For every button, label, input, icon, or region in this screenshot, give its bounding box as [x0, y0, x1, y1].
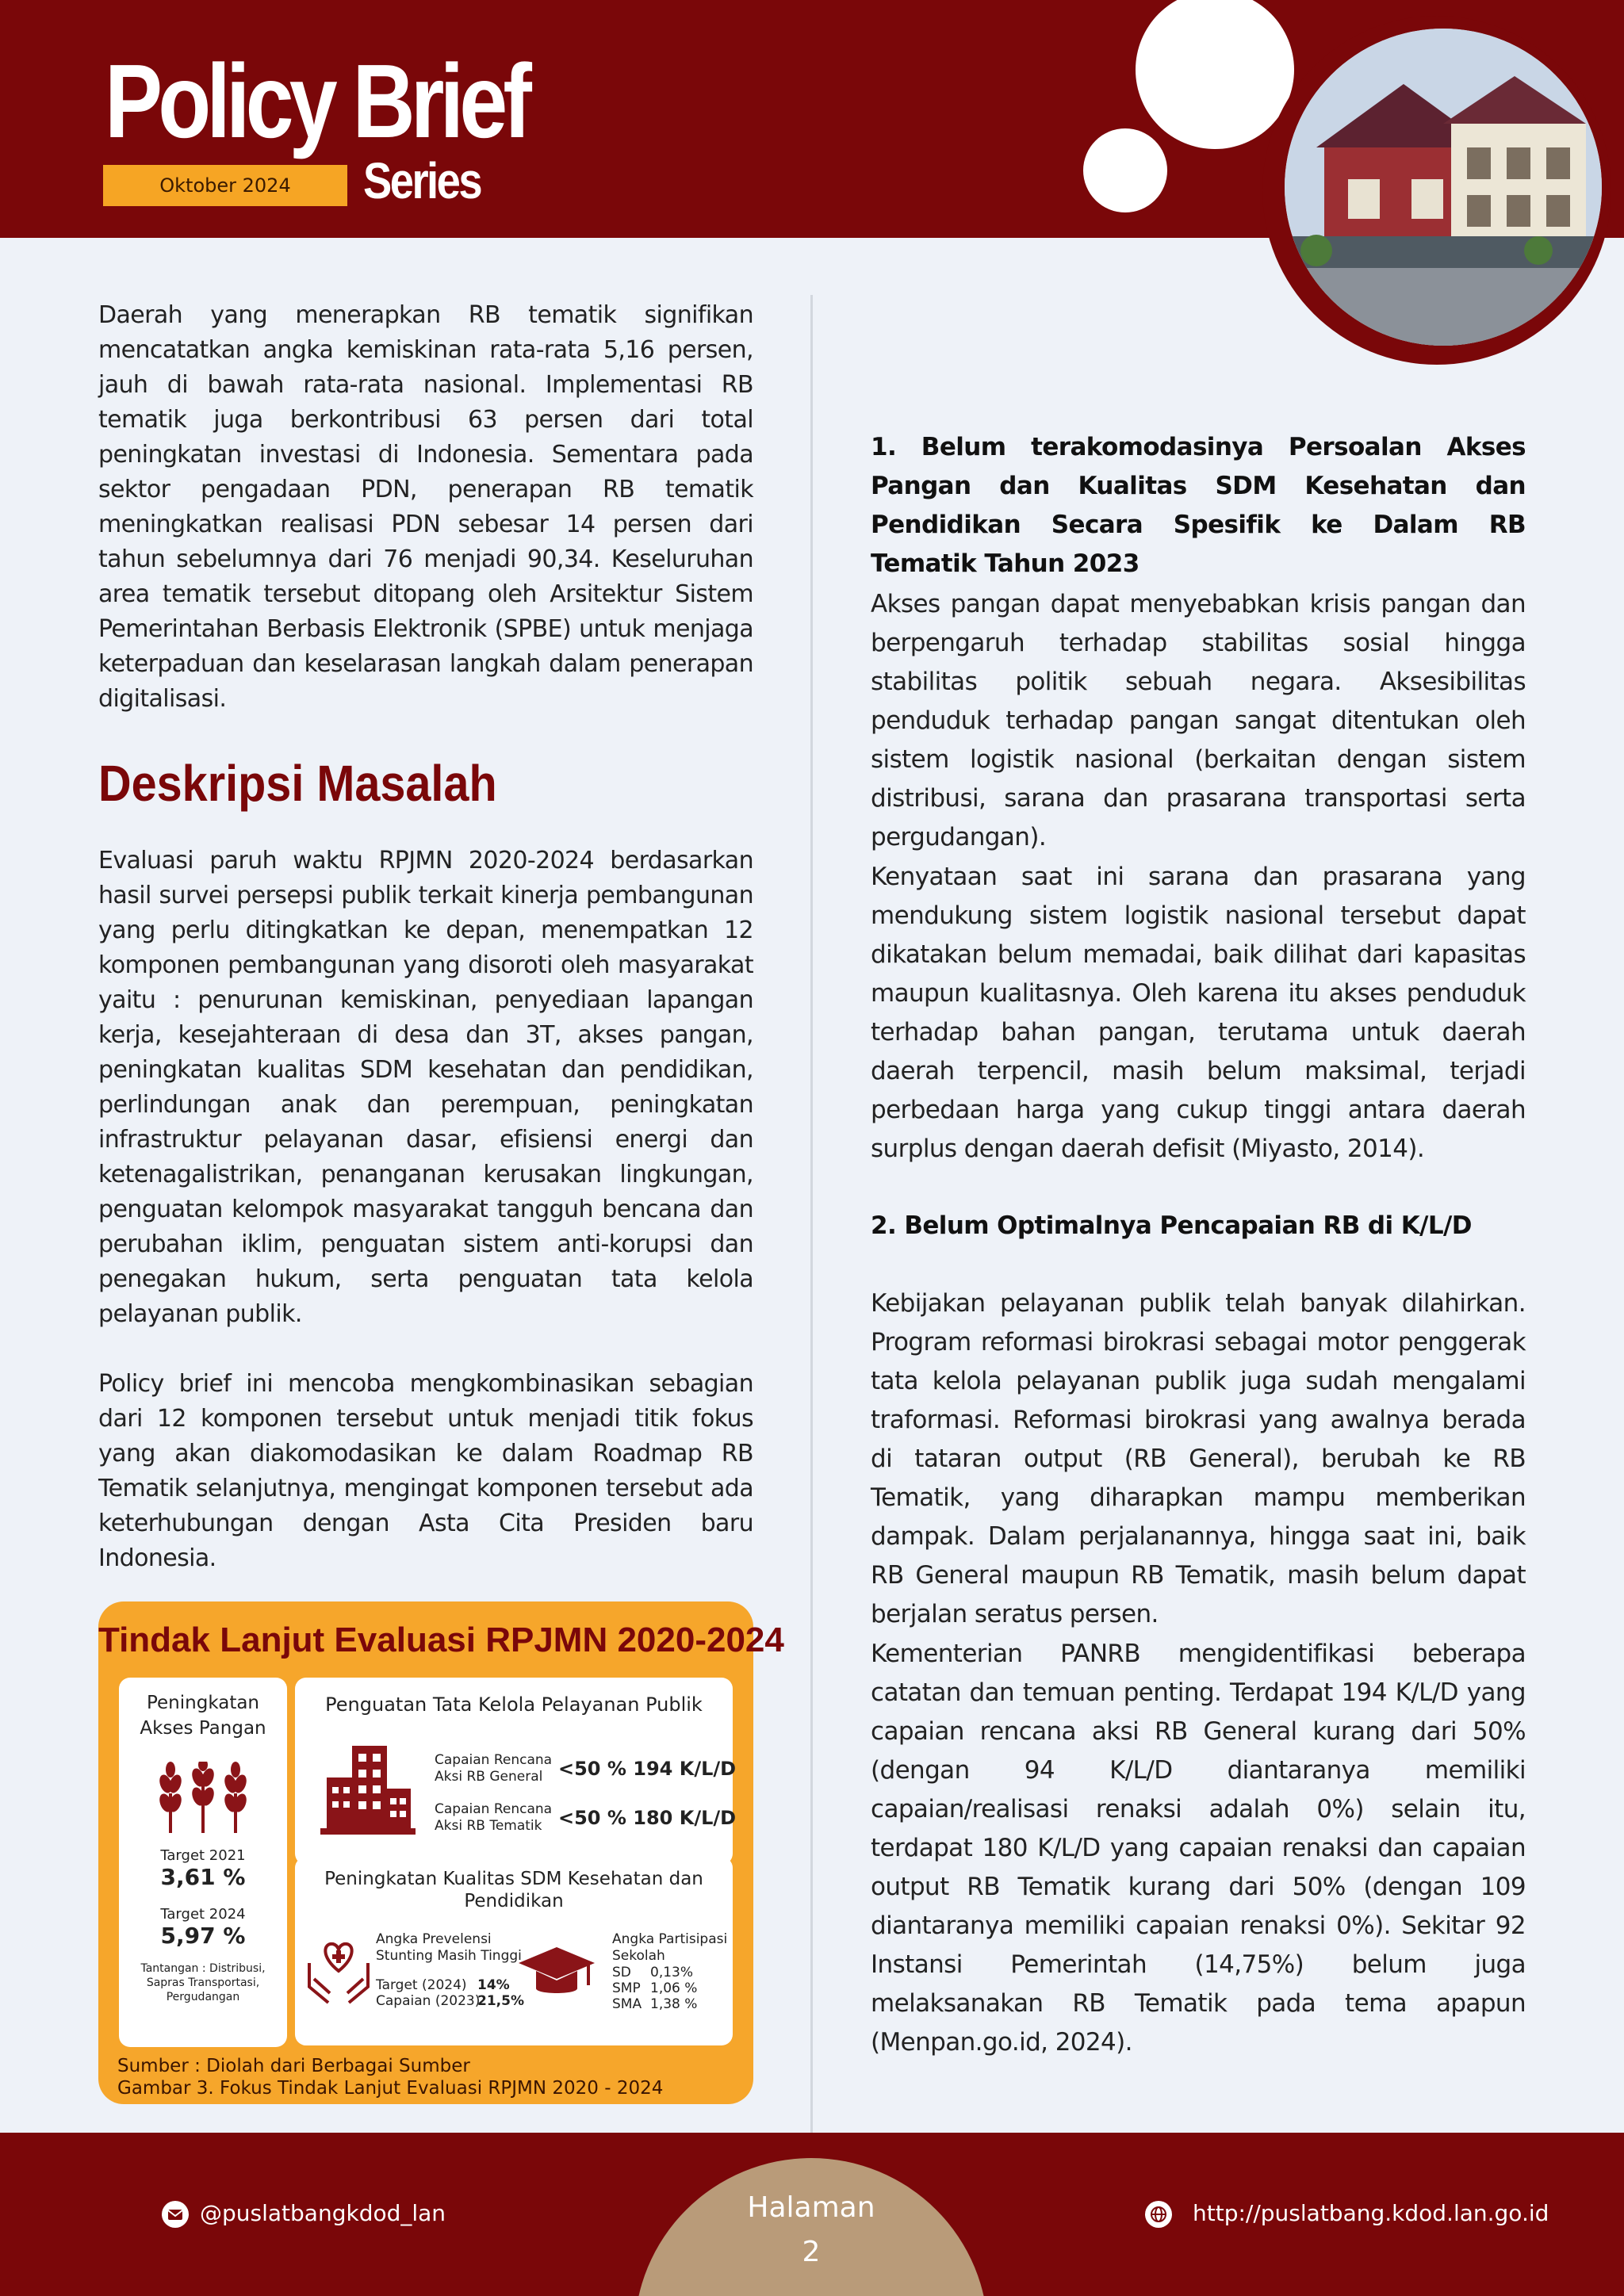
- target-2024-label: Target 2024: [160, 1906, 246, 1923]
- website-link[interactable]: http://puslatbang.kdod.lan.go.id: [1193, 2200, 1549, 2226]
- stunting-target-label: Target (2024): [376, 1977, 467, 1993]
- infographic-caption: Gambar 3. Fokus Tindak Lanjut Evaluasi RPJMN 2020 - 2024: [117, 2078, 664, 2099]
- building-icon: [320, 1746, 416, 1835]
- rb-general-label: Capaian Rencana Aksi RB General: [435, 1752, 553, 1785]
- sma-label: SMA: [612, 1996, 642, 2012]
- building-photo: [1285, 29, 1602, 346]
- section-title: Deskripsi Masalah: [98, 755, 497, 812]
- issue1-paragraph-1: Akses pangan dapat menyebabkan krisis pangan dan berpengaruh terhadap stabilitas sosial hingga stabilitas politik sebuah negara. Aksesibilitas penduduk terhadap pangan sangat ditentukan oleh sistem logistik nasional (berkaitan dengan sistem distribusi, sarana dan prasarana transportasi serta pergudangan).: [871, 590, 1526, 851]
- card-food-access: [119, 1678, 287, 2047]
- problem-paragraph-2: Policy brief ini mencoba mengkombinasikan sebagian dari 12 komponen tersebut untuk menjadi titik fokus yang akan diakomodasikan ke dalam Roadmap RB Tematik selanjutnya, mengingat komponen tersebut ada keterhubungan dengan Asta Cita Presiden baru Indonesia.: [98, 1370, 753, 1572]
- challenge-note: Tantangan : Distribusi, Sapras Transportasi, Pergudangan: [140, 1962, 266, 2003]
- issue-heading-2: 2. Belum Optimalnya Pencapaian RB di K/L/D: [871, 1211, 1472, 1240]
- card-hr-quality: [295, 1857, 733, 2045]
- issue2-paragraph-2: Kementerian PANRB mengidentifikasi beberapa catatan dan temuan penting. Terdapat 194 K/L/D yang capaian rencana aksi RB General kurang dari 50% (dengan 94 K/L/D diantaranya memiliki capaian/realisasi renaksi adalah 0%) selain itu, terdapat 180 K/L/D yang capaian renaksi dan capaian output RB Tematik kurang dari 50% (dengan 109 diantaranya memiliki capaian renaksi 0%). Sekitar 92 Instansi Pemerintah (14,75%) belum juga melaksanakan RB Tematik pada tema apapun (Menpan.go.id, 2024).: [871, 1640, 1526, 2057]
- stunting-capaian-label: Capaian (2023): [376, 1993, 481, 2009]
- smp-label: SMP: [612, 1980, 641, 1996]
- social-handle-link[interactable]: @puslatbangkdod_lan: [200, 2200, 446, 2226]
- stunting-label: Angka Prevelensi Stunting Masih Tinggi: [376, 1931, 522, 1964]
- column-divider: [810, 295, 813, 2133]
- globe-icon: [1145, 2201, 1172, 2228]
- page-number: 2: [802, 2236, 821, 2268]
- card-hr-quality-title: Peningkatan Kualitas SDM Kesehatan dan Pendidikan: [324, 1869, 703, 1911]
- infographic-source: Sumber : Diolah dari Berbagai Sumber: [117, 2056, 470, 2076]
- building-illustration: [1285, 29, 1602, 346]
- infographic-box: [98, 1601, 784, 2104]
- target-2021-label: Target 2021: [160, 1847, 246, 1864]
- rb-general-value: <50 % 194 K/L/D: [558, 1758, 737, 1780]
- problem-paragraph-1: Evaluasi paruh waktu RPJMN 2020-2024 berdasarkan hasil survei persepsi publik terkait kinerja pembangunan yang perlu ditingkatkan ke depan, menempatkan 12 komponen pembangunan yang disoroti oleh masyarakat yaitu : penurunan kemiskinan, penyediaan lapangan kerja, kesejahteraan di desa dan 3T, akses pangan, peningkatan kualitas SDM kesehatan dan pendidikan, perlindungan anak dan perempuan, peningkatan infrastruktur pelayanan dasar, efisiensi energi dan ketenagalistrikan, penanganan kerusakan lingkungan, penguatan kelompok masyarakat tangguh bencana dan perubahan iklim, penguatan sistem anti-korupsi dan penegakan hukum, serta penguatan tata kelola pelayanan publik.: [98, 847, 753, 1328]
- rb-tematik-value: <50 % 180 K/L/D: [558, 1807, 737, 1829]
- card-public-service: [295, 1678, 737, 1865]
- intro-paragraph: Daerah yang menerapkan RB tematik signifikan mencatatkan angka kemiskinan rata-rata 5,16 persen, jauh di bawah rata-rata nasional. Implementasi RB tematik juga berkontribusi 63 persen dari total peningkatan investasi di Indonesia. Sementara pada sektor pengadaan PDN, penerapan RB tematik meningkatkan realisasi PDN sebesar 14 persen dari tahun sebelumnya dari 76 menjadi 90,34. Keseluruhan area tematik tersebut ditopang oleh Arsitektur Sistem Pemerintahan Berbasis Elektronik (SPBE) untuk menjaga keterpaduan dan keselarasan langkah dalam penerapan digitalisasi.: [98, 301, 753, 713]
- health-hands-icon: [304, 1939, 373, 2006]
- decor-circle-small: [1083, 128, 1167, 212]
- rb-tematik-label: Capaian Rencana Aksi RB Tematik: [435, 1801, 553, 1834]
- issue2-paragraph-1: Kebijakan pelayanan publik telah banyak dilahirkan. Program reformasi birokrasi sebagai motor penggerak tata kelola pelayanan publik juga sudah mengalami traformasi. Reformasi birokrasi yang awalnya berada di tataran output (RB General), berubah ke RB Tematik, yang diharapkan mampu memberikan dampak. Dalam perjalanannya, hingga saat ini, baik RB General maupun RB Tematik, masih belum dapat berjalan seratus persen.: [871, 1289, 1526, 1628]
- smp-value: 1,06 %: [650, 1980, 698, 1996]
- sd-value: 0,13%: [650, 1965, 694, 1980]
- sma-value: 1,38 %: [650, 1996, 698, 2012]
- school-participation-label: Angka Partisipasi Sekolah: [612, 1931, 728, 1964]
- stunting-capaian-value: 21,5%: [477, 1993, 524, 2009]
- issue1-paragraph-2: Kenyataan saat ini sarana dan prasarana yang mendukung sistem logistik nasional tersebut dapat dikatakan belum memadai, baik dilihat dari kapasitas maupun kualitasnya. Oleh karena itu akses penduduk terhadap bahan pangan, terutama untuk daerah daerah terpencil, masih belum maksimal, terjadi perbedaan harga yang cukup tinggi antara daerah surplus dengan daerah defisit (Miyasto, 2014).: [871, 863, 1526, 1163]
- card-food-access-title: Peningkatan Akses Pangan: [140, 1693, 266, 1739]
- infographic-title: Tindak Lanjut Evaluasi RPJMN 2020-2024: [98, 1621, 784, 1659]
- page-label: Halaman: [747, 2191, 875, 2224]
- brand-title: Policy Brief: [105, 43, 528, 159]
- brand-series: Series: [363, 152, 481, 209]
- email-icon: [162, 2201, 189, 2228]
- graduation-cap-icon: [519, 1947, 595, 1999]
- date-badge: Oktober 2024: [103, 165, 347, 206]
- wheat-icon: [154, 1762, 252, 1833]
- stunting-target-value: 14%: [477, 1977, 510, 1993]
- target-2021-value: 3,61 %: [160, 1864, 246, 1890]
- card-public-service-title: Penguatan Tata Kelola Pelayanan Publik: [325, 1693, 703, 1716]
- issue-heading-1: 1. Belum terakomodasinya Persoalan Akses Pangan dan Kualitas SDM Kesehatan dan Pendidikan Secara Spesifik ke Dalam RB Tematik Tahun 2023: [871, 433, 1526, 578]
- footer-bar: [0, 2133, 1624, 2296]
- target-2024-value: 5,97 %: [160, 1923, 246, 1949]
- sd-label: SD: [612, 1965, 631, 1980]
